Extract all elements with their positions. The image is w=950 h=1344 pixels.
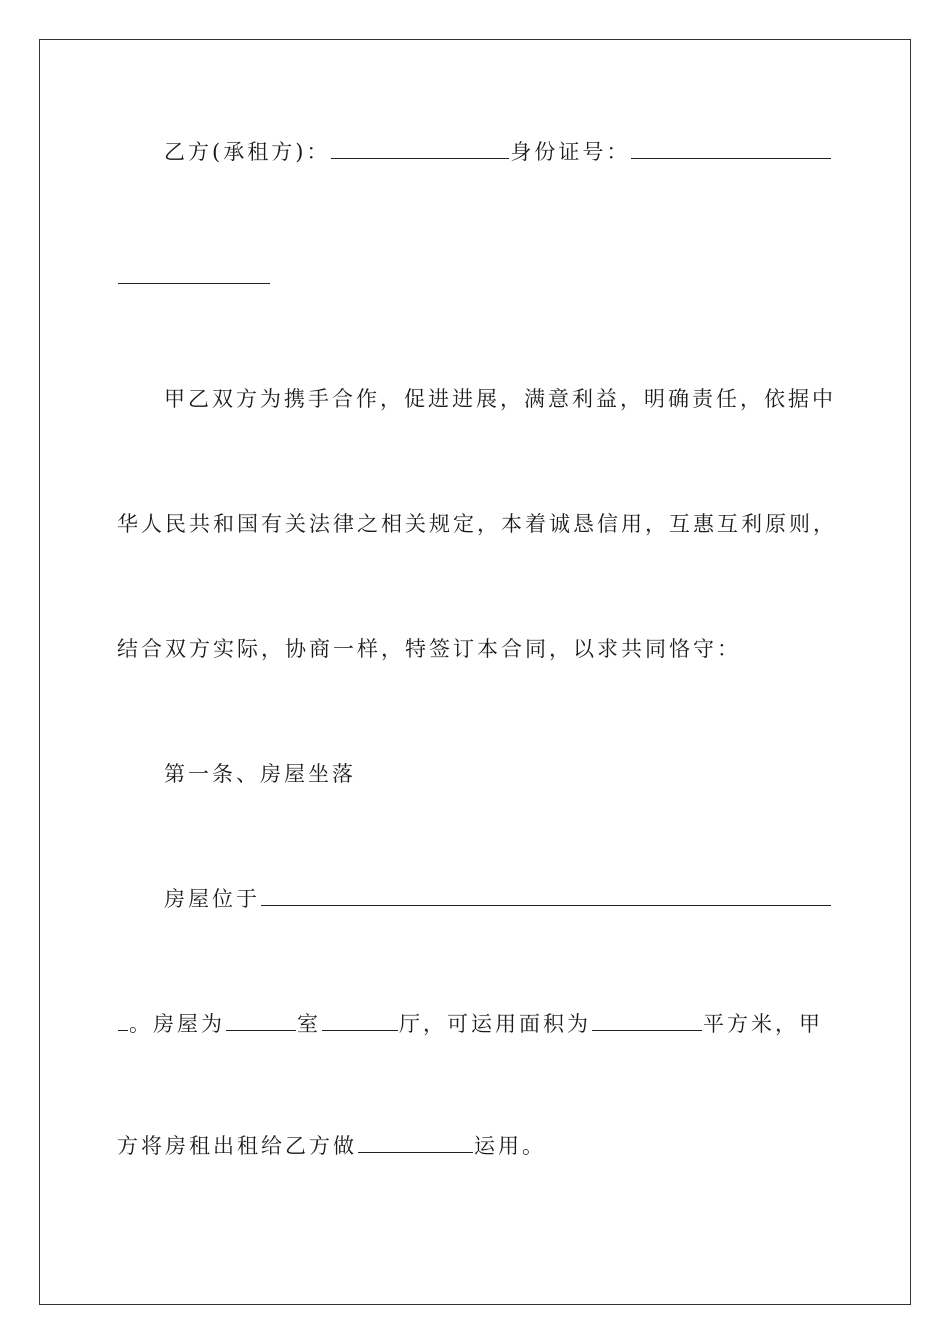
id-number-continuation-line	[117, 262, 271, 292]
preamble-line-3: 结合双方实际，协商一样，特签订本合同，以求共同恪守：	[117, 637, 741, 661]
usage-suffix: 运用。	[474, 1134, 546, 1158]
party-b-name-field[interactable]	[331, 137, 509, 159]
preamble-line-1: 甲乙双方为携手合作，促进进展，满意利益，明确责任，依据中	[164, 387, 836, 411]
page-border	[39, 39, 911, 1305]
usage-prefix: 方将房租出租给乙方做	[117, 1134, 357, 1158]
preamble-line-2: 华人民共和国有关法律之相关规定，本着诚恳信用，互惠互利原则，	[117, 512, 837, 536]
house-location-line	[164, 884, 832, 914]
house-location-label: 房屋位于	[164, 887, 260, 911]
rooms-unit: 室	[297, 1012, 321, 1036]
rooms-prefix: 。房屋为	[129, 1012, 225, 1036]
id-number-label: 身份证号：	[510, 140, 631, 164]
house-location-field-end[interactable]	[118, 1009, 128, 1031]
id-number-field-continued[interactable]	[118, 262, 270, 284]
id-number-field[interactable]	[631, 137, 831, 159]
area-unit: 平方米，甲	[703, 1012, 823, 1036]
rooms-count-field[interactable]	[226, 1009, 296, 1031]
party-b-line	[164, 137, 832, 167]
halls-count-field[interactable]	[322, 1009, 398, 1031]
halls-unit: 厅，可运用面积为	[399, 1012, 591, 1036]
house-details-line	[117, 1009, 823, 1039]
article-1-heading: 第一条、房屋坐落	[164, 762, 356, 786]
usage-purpose-field[interactable]	[358, 1131, 473, 1153]
usable-area-field[interactable]	[592, 1009, 702, 1031]
usage-purpose-line	[117, 1131, 546, 1161]
house-location-field[interactable]	[261, 884, 831, 906]
party-b-label: 乙方(承租方)：	[164, 140, 331, 164]
